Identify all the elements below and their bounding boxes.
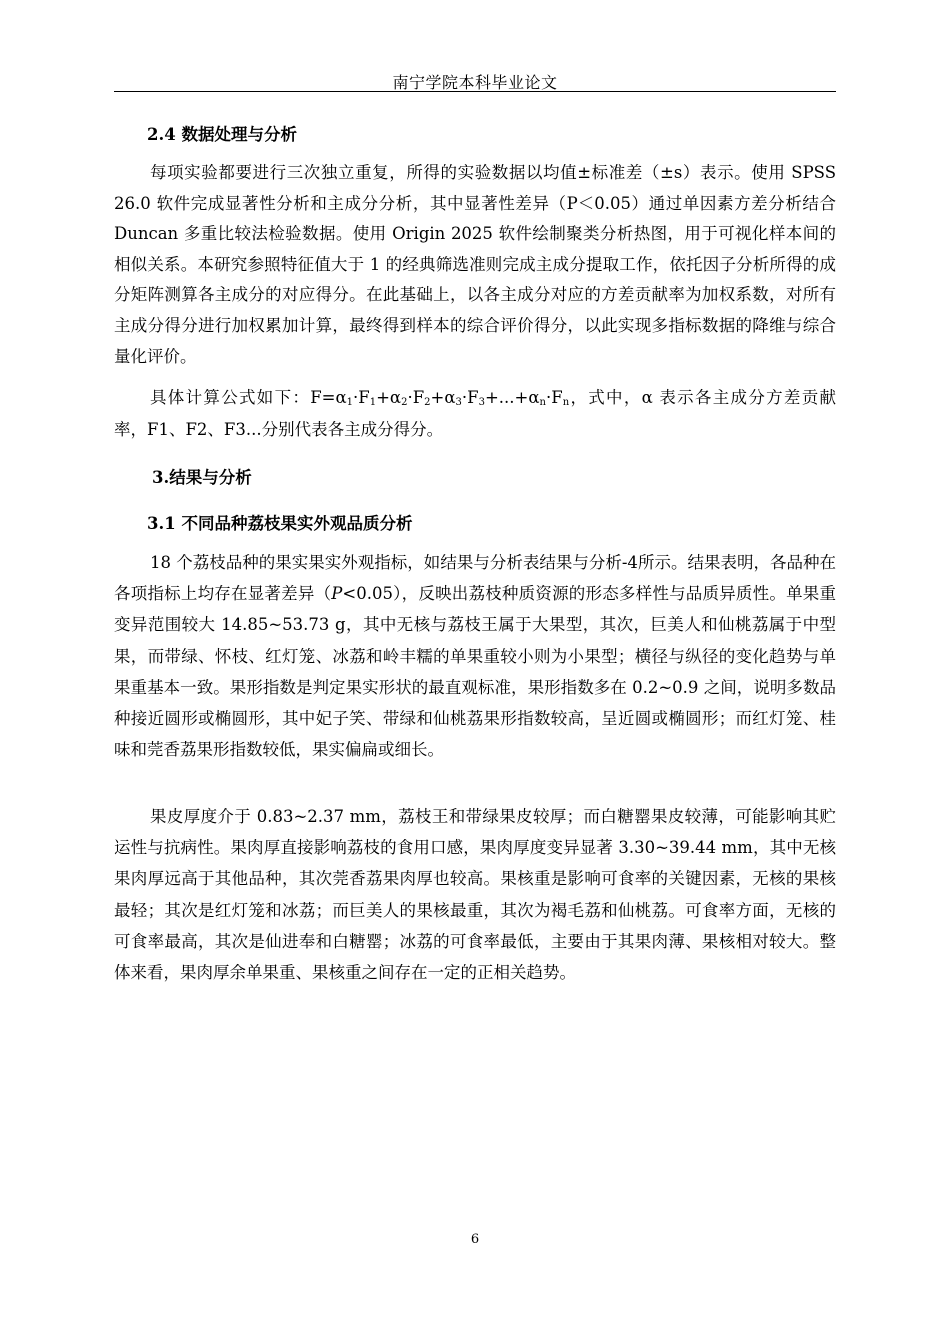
section-heading-2-4: 2.4 数据处理与分析 bbox=[147, 125, 297, 144]
section-heading-3-1: 3.1 不同品种荔枝果实外观品质分析 bbox=[147, 514, 413, 533]
page-number: 6 bbox=[470, 1232, 480, 1247]
section-heading-3: 3.结果与分析 bbox=[152, 468, 252, 487]
paragraph-pericarp-pulp: 果皮厚度介于 0.83~2.37 mm，荔枝王和带绿果皮较厚；而白糖罂果皮较薄，可能影响其贮运性与抗病性。果肉厚直接影响荔枝的食用口感，果肉厚度变异显著 3.30~39.44 mm，其中无核果肉厚远高于其他品种，其次莞香荔果肉厚也较高。果核重是影响可食率的关键因素，无核的果核最轻；其次是红灯笼和冰荔；而巨美人的果核最重，其次为褐毛荔和仙桃荔。可食率方面，无核的可食率最高，其次是仙进奉和白糖罂；冰荔的可食率最低，主要由于其果肉薄、果核相对较大。整体来看，果肉厚余单果重、果核重之间存在一定的正相关趋势。 bbox=[114, 807, 836, 983]
paragraph-appearance-quality: 18 个荔枝品种的果实果实外观指标，如结果与分析表结果与分析-4所示。结果表明，各品种在各项指标上均存在显著差异（P<0.05），反映出荔枝种质资源的形态多样性与品质异质性。单果重变异范围较大 14.85~53.73 g，其中无核与荔枝王属于大果型，其次，巨美人和仙桃荔属于中型果，而带绿、怀枝、红灯笼、冰荔和岭丰糯的单果重较小则为小果型；横径与纵径的变化趋势与单果重基本一致。果形指数是判定果实形状的最直观标准，果形指数多在 0.2~0.9 之间，说明多数品种接近圆形或椭圆形，其中妃子笑、带绿和仙桃荔果形指数较高，呈近圆或椭圆形；而红灯笼、桂味和莞香荔果形指数较低，果实偏扁或细长。 bbox=[114, 553, 836, 760]
running-header: 南宁学院本科毕业论文 bbox=[392, 73, 558, 92]
paragraph-formula: 具体计算公式如下：$F=\alpha_1\cdot F_1+\alpha_2\cdot F_2+\alpha_3\cdot F_3+...+\alpha_n\cdot F_n$，式中，α 表示各主成分方差贡献率，F1、F2、F3...分别代表各主成分得分。 bbox=[114, 388, 837, 439]
header-rule bbox=[114, 91, 836, 92]
paragraph-data-processing: 每项实验都要进行三次独立重复，所得的实验数据以均值±标准差（±s）表示。使用 SPSS 26.0 软件完成显著性分析和主成分分析，其中显著性差异（P＜0.05）通过单因素方差分析结合 Duncan 多重比较法检验数据。使用 Origin 2025 软件绘制聚类分析热图，用于可视化样本间的相似关系。本研究参照特征值大于 1 的经典筛选准则完成主成分提取工作，依托因子分析所得的成分矩阵测算各主成分的对应得分。在此基础上，以各主成分对应的方差贡献率为加权系数，对所有主成分得分进行加权累加计算，最终得到样本的综合评价得分，以此实现多指标数据的降维与综合量化评价。 bbox=[114, 163, 836, 366]
